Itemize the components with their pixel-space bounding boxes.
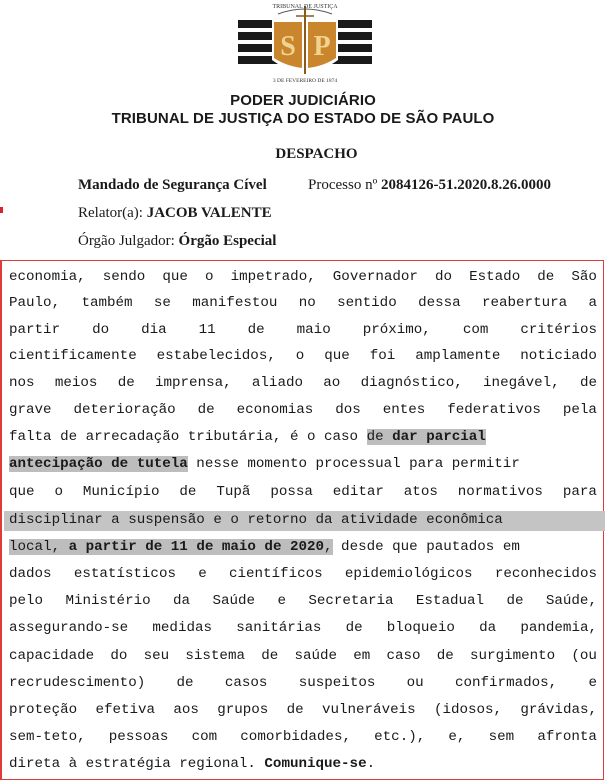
margin-mark (0, 207, 3, 213)
word: de (286, 702, 304, 718)
word: etc.), (374, 729, 426, 745)
body-line-15 (9, 647, 597, 666)
word: capacidade (9, 648, 95, 664)
comunique-se: Comunique-se (264, 756, 367, 772)
word: a (588, 295, 597, 311)
word: impetrado, (230, 269, 316, 285)
body-line-2 (9, 294, 597, 313)
word: proteção (9, 702, 78, 718)
word: manifestou (192, 295, 278, 311)
word: aliado (251, 375, 303, 391)
process-label: Processo nº (308, 177, 378, 193)
tjsp-crest-logo (238, 0, 372, 86)
word: que (324, 348, 350, 364)
word: que (162, 269, 188, 285)
word: vulneráveis (321, 702, 416, 718)
word: bloqueio (386, 620, 455, 636)
word: próximo, (362, 322, 431, 338)
word: Estado (469, 269, 521, 285)
word: entes (382, 402, 426, 418)
word: de (247, 322, 265, 338)
word: saúde (294, 648, 338, 664)
word: pessoas (108, 729, 169, 745)
body-line-19 (9, 755, 597, 774)
word: dessa (418, 295, 461, 311)
word: diagnóstico, (360, 375, 463, 391)
word: suspeitos (298, 675, 376, 691)
header-poder-judiciario: PODER JUDICIÁRIO (230, 92, 376, 109)
word: (ou (571, 648, 597, 664)
word: Estadual (415, 593, 485, 609)
word: Tupã (216, 484, 251, 500)
word: estabelecidos, (156, 348, 276, 364)
process-number: 2084126-51.2020.8.26.0000 (380, 177, 551, 193)
word: pelo (9, 593, 44, 609)
word: e (277, 593, 286, 609)
word: de (436, 648, 454, 664)
word: também (81, 295, 133, 311)
word: nos (9, 375, 35, 391)
word: sistema (185, 648, 245, 664)
word: de (261, 648, 279, 664)
word: afronta (537, 729, 597, 745)
word: científicos (228, 566, 323, 582)
word: dia (141, 322, 167, 338)
word: de (197, 402, 215, 418)
highlight-antecipacao-tutela: antecipação de tutela (9, 456, 188, 472)
crest-letter-s: S (280, 31, 296, 62)
word: o (54, 484, 63, 500)
crest-top-text: TRIBUNAL DE JUSTIÇA (272, 4, 338, 10)
word: do (110, 648, 128, 664)
orgao-row (78, 233, 276, 250)
text-excerpt-box (0, 260, 604, 780)
word: confirmados, (454, 675, 558, 691)
word: reconhecidos (494, 566, 597, 582)
word: o (204, 269, 214, 285)
word: do (435, 269, 453, 285)
word: maio (296, 322, 331, 338)
word: Paulo, (9, 295, 61, 311)
body-line-19-a: direta à estratégia regional. (9, 756, 265, 772)
body-line-8 (9, 455, 597, 474)
word: noticiado (520, 348, 597, 364)
case-type: Mandado de Segurança Cível (78, 177, 267, 193)
word: pandemia, (520, 620, 597, 636)
word: de (579, 375, 597, 391)
relator-row (78, 205, 272, 222)
body-line-11 (9, 538, 597, 557)
word: medidas (152, 620, 213, 636)
word: sentido (337, 295, 397, 311)
body-line-8-b: nesse momento processual para permitir (187, 456, 520, 472)
word: Município (82, 484, 160, 500)
body-line-17 (9, 701, 597, 720)
word: atos (403, 484, 438, 500)
body-line-1 (9, 268, 597, 287)
body-line-6 (9, 401, 597, 420)
body-line-12 (9, 565, 597, 584)
word: e (198, 566, 207, 582)
body-line-19-c: . (366, 756, 376, 772)
word: ou (406, 675, 424, 691)
word: aos (173, 702, 199, 718)
word: comorbidades, (240, 729, 351, 745)
document-title: DESPACHO (275, 146, 358, 162)
orgao-label: Órgão Julgador: (78, 233, 175, 249)
relator-label: Relator(a): (78, 205, 143, 221)
word: São (571, 269, 597, 285)
word: inegável, (483, 375, 560, 391)
highlight-date: a partir de 11 de maio de 2020 (68, 539, 325, 555)
word: cientificamente (9, 348, 137, 364)
crest-bottom-text: 3 DE FEVEREIRO DE 1874 (272, 78, 338, 84)
word: efetiva (95, 702, 156, 718)
word: possa (270, 484, 313, 500)
word: deterioração (73, 402, 176, 418)
word: de (117, 375, 135, 391)
body-line-4 (9, 347, 597, 366)
word: dados (9, 566, 52, 582)
process-number-row (308, 177, 551, 194)
word: para (562, 484, 597, 500)
word: critérios (520, 322, 597, 338)
body-line-10 (9, 511, 597, 530)
word: normativos (457, 484, 543, 500)
body-line-3 (9, 321, 597, 340)
word: 11 (198, 322, 216, 338)
word: sem (488, 729, 515, 745)
body-line-11-c: , (324, 539, 333, 555)
word: em (353, 648, 371, 664)
word: caso (386, 648, 421, 664)
body-line-14 (9, 619, 597, 638)
word: Ministério (65, 593, 151, 609)
word: Saúde, (545, 593, 597, 609)
word: Saúde (212, 593, 256, 609)
word: editar (332, 484, 384, 500)
word: de (506, 593, 524, 609)
word: amplamente (415, 348, 501, 364)
word: economia, (9, 269, 86, 285)
body-line-11-a: local, (9, 539, 69, 555)
word: seu (143, 648, 170, 664)
header-tribunal: TRIBUNAL DE JUSTIÇA DO ESTADO DE SÃO PAULO (111, 110, 495, 127)
body-line-7-b: de (366, 429, 393, 445)
word: Secretaria (308, 593, 394, 609)
word: recrudescimento) (9, 675, 146, 691)
word: pela (562, 402, 597, 418)
word: Governador (332, 269, 418, 285)
word: (idosos, (433, 702, 503, 718)
word: surgimento (470, 648, 556, 664)
word: sem-teto, (9, 729, 86, 745)
word: estatísticos (73, 566, 176, 582)
word: de (176, 675, 194, 691)
word: imprensa, (155, 375, 232, 391)
body-line-5 (9, 374, 597, 393)
word: partir (9, 322, 61, 338)
body-line-7-a: falta de arrecadação tributária, é o caso (9, 429, 367, 445)
crest-letter-p: P (313, 31, 331, 62)
body-line-16 (9, 674, 597, 693)
word: meios (54, 375, 98, 391)
highlight-dar-parcial: dar parcial (392, 429, 486, 445)
word: assegurando-se (9, 620, 129, 636)
word: com (191, 729, 218, 745)
word: que (9, 484, 35, 500)
word: da (479, 620, 497, 636)
word: sanitárias (236, 620, 322, 636)
word: grávidas, (520, 702, 597, 718)
body-line-7 (9, 428, 597, 447)
word: com (462, 322, 489, 338)
word: o (295, 348, 305, 364)
relator-name: JACOB VALENTE (146, 205, 272, 221)
word: epidemiológicos (344, 566, 473, 582)
word: de (179, 484, 197, 500)
orgao-name: Órgão Especial (178, 233, 277, 249)
body-line-18 (9, 728, 597, 747)
word: grave (9, 402, 52, 418)
word: dos (335, 402, 361, 418)
word: federativos (447, 402, 541, 418)
word: foi (369, 348, 396, 364)
word: ao (323, 375, 341, 391)
word: no (298, 295, 316, 311)
word: de (345, 620, 363, 636)
word: economias (236, 402, 314, 418)
body-line-13 (9, 592, 597, 611)
body-line-11-d: desde que pautados em (332, 539, 520, 555)
word: do (92, 322, 110, 338)
word: sendo (102, 269, 146, 285)
word: reabertura (481, 295, 568, 311)
word: e, (448, 729, 466, 745)
word: casos (224, 675, 268, 691)
word: se (153, 295, 171, 311)
word: da (173, 593, 191, 609)
body-line-9 (9, 483, 597, 502)
word: grupos (217, 702, 269, 718)
word: de (537, 269, 555, 285)
highlight-disciplinar: disciplinar a suspensão e o retorno da atividade econômica (9, 512, 503, 528)
word: e (588, 675, 597, 691)
